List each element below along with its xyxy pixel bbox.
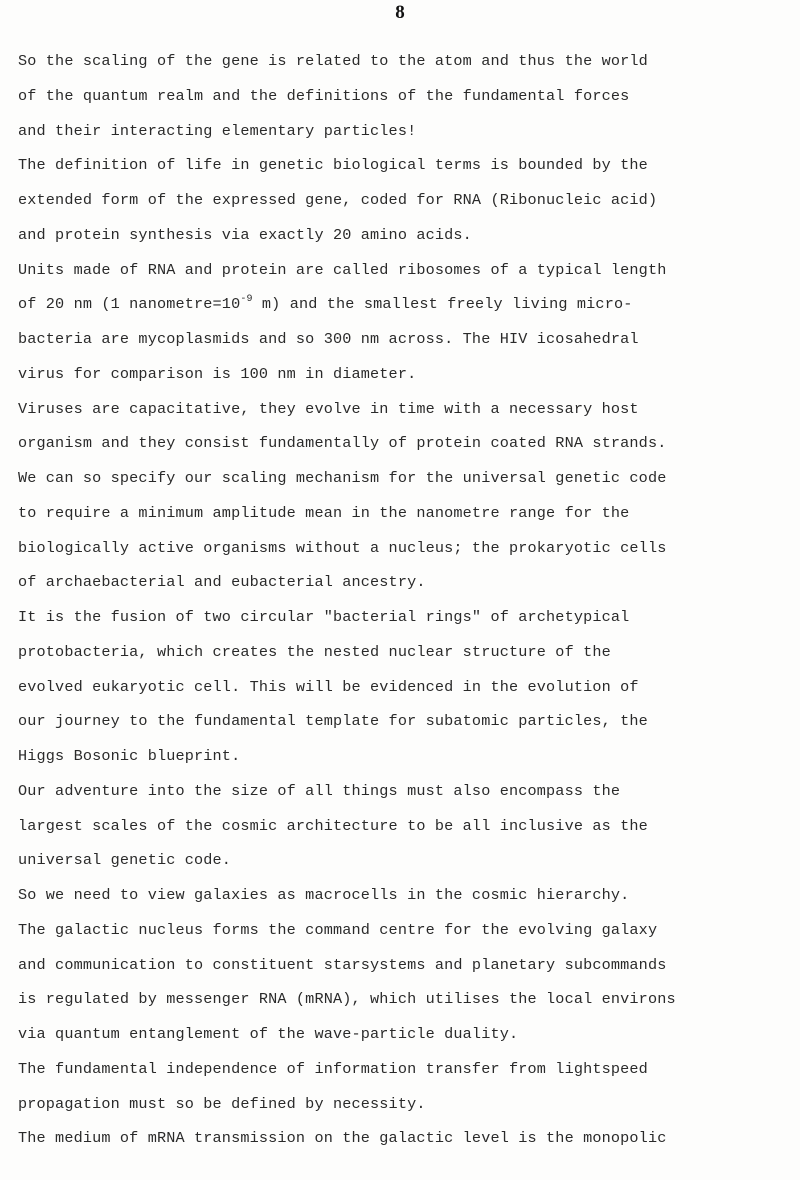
text-line: via quantum entanglement of the wave-particle duality. — [18, 1025, 519, 1043]
text-line: We can so specify our scaling mechanism for the universal genetic code — [18, 469, 667, 487]
text-line: and communication to constituent starsystems and planetary subcommands — [18, 955, 667, 974]
text-line: bacteria are mycoplasmids and so 300 nm across. The HIV icosahedral — [18, 330, 639, 348]
text-line: to require a minimum amplitude mean in the nanometre range for the — [18, 503, 630, 522]
text-line: evolved eukaryotic cell. This will be evidenced in the evolution of — [18, 677, 639, 696]
text-line: propagation must so be defined by necessity. — [18, 1094, 426, 1113]
body-text — [18, 44, 788, 1156]
text-segment: and the smallest freely living micro- — [289, 295, 633, 314]
text-line: our journey to the fundamental template for subatomic particles, the — [18, 712, 648, 731]
text-line-with-exponent — [18, 287, 788, 322]
text-line: The galactic nucleus forms the command centre for the evolving galaxy — [18, 920, 658, 939]
text-line: organism and they consist fundamentally of protein coated RNA strands. — [18, 434, 667, 453]
text-line: Units made of RNA and protein are called ribosomes of a typical length — [18, 260, 667, 279]
text-line: The medium of mRNA transmission on the galactic level is the monopolic — [18, 1129, 667, 1148]
text-line: Higgs Bosonic blueprint. — [18, 747, 241, 765]
page-number: 8 — [395, 2, 405, 23]
text-line: Our adventure into the size of all things must also encompass the — [18, 781, 621, 800]
text-segment: of 20 nm (1 nanometre=10 — [18, 295, 241, 314]
text-segment: m) — [252, 295, 281, 314]
text-line: The fundamental independence of information transfer from lightspeed — [18, 1059, 648, 1078]
text-line: Viruses are capacitative, they evolve in time with a necessary host — [18, 399, 639, 418]
text-line: It is the fusion of two circular "bacterial rings" of archetypical — [18, 608, 630, 626]
text-line: biologically active organisms without a nucleus; the prokaryotic cells — [18, 538, 667, 557]
text-line: universal genetic code. — [18, 851, 232, 870]
text-line: virus for comparison is 100 nm in diameter. — [18, 364, 417, 383]
text-line: The definition of life in genetic biological terms is bounded by the — [18, 156, 648, 175]
text-line: of archaebacterial and eubacterial ancestry. — [18, 573, 426, 592]
text-line: largest scales of the cosmic architecture to be all inclusive as the — [18, 816, 648, 835]
text-line: protobacteria, which creates the nested nuclear structure of the — [18, 642, 611, 661]
text-line: So the scaling of the gene is related to the atom and thus the world — [18, 52, 648, 70]
text-line: is regulated by messenger RNA (mRNA), which utilises the local environs — [18, 990, 676, 1009]
text-line: So we need to view galaxies as macrocells in the cosmic hierarchy. — [18, 886, 630, 904]
text-line: and protein synthesis via exactly 20 amino acids. — [18, 225, 472, 244]
text-line: extended form of the expressed gene, coded for RNA (Ribonucleic acid) — [18, 191, 658, 209]
exponent: -9 — [240, 294, 253, 306]
text-line: of the quantum realm and the definitions of the fundamental forces — [18, 86, 630, 105]
text-line: and their interacting elementary particles! — [18, 121, 417, 140]
